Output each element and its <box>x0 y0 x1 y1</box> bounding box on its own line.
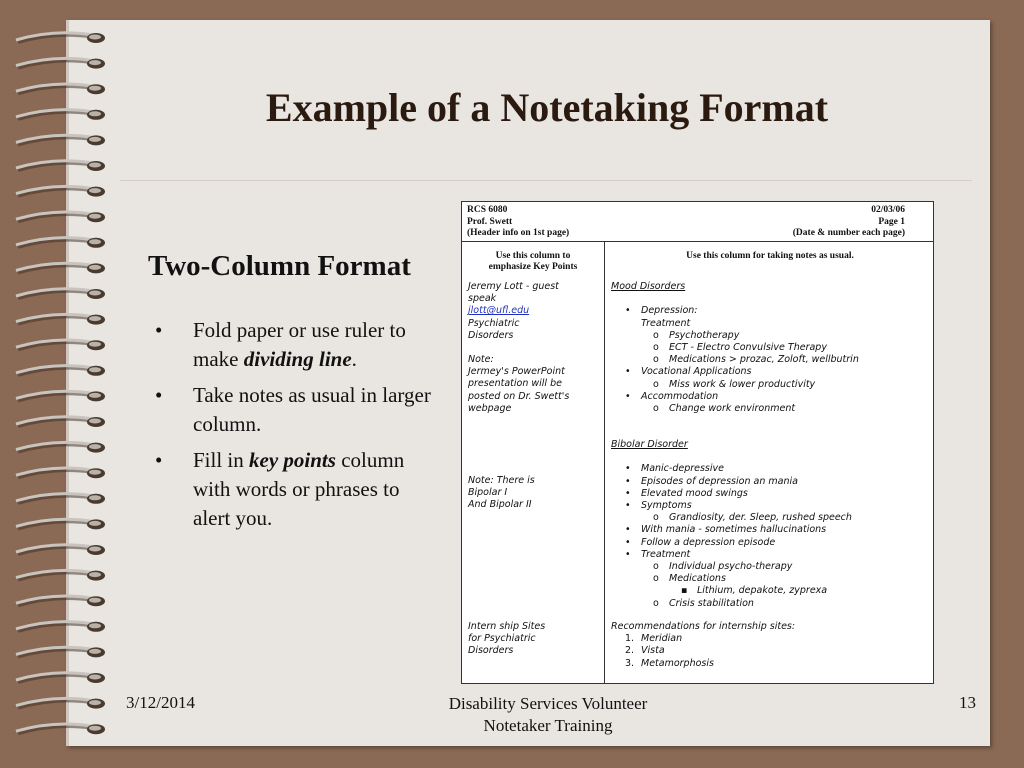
spiral-ring <box>16 570 105 580</box>
bullet-text: column with words or phrases to alert you. <box>193 448 405 530</box>
note-text: Meridian <box>641 633 683 645</box>
bullet-emphasis: dividing line <box>243 347 352 371</box>
sheet-header-right <box>793 205 905 240</box>
note-marker: • <box>625 305 631 317</box>
slide-subtitle: Two-Column Format <box>148 250 411 282</box>
key-point-line: And Bipolar II <box>468 499 532 511</box>
spiral-ring <box>16 494 105 504</box>
note-text: Miss work & lower productivity <box>669 378 816 390</box>
note-marker: • <box>625 487 631 499</box>
note-line <box>611 537 933 549</box>
slide-number: 13 <box>959 693 976 712</box>
key-point-line: presentation will be <box>468 378 562 390</box>
note-line <box>611 463 933 475</box>
footer-title <box>400 693 696 737</box>
bullet-list <box>155 316 440 540</box>
key-points-column-heading <box>462 251 604 273</box>
spiral-ring <box>16 289 105 299</box>
note-marker: o <box>653 342 659 354</box>
note-line <box>611 281 933 293</box>
slide-title: Example of a Notetaking Format <box>265 85 829 130</box>
key-point-line: Disorders <box>468 645 514 657</box>
key-point-line: Psychiatric <box>468 317 520 329</box>
note-text: Bibolar Disorder <box>611 439 688 450</box>
spiral-ring <box>16 417 105 427</box>
note-text: Vocational Applications <box>641 366 752 378</box>
spiral-ring <box>16 238 105 248</box>
note-text: Symptoms <box>641 500 692 512</box>
note-line <box>611 585 933 597</box>
key-point-line: Jeremy Lott - guest <box>468 281 559 292</box>
note-line <box>611 549 933 561</box>
header-right-line: (Date & number each page) <box>792 228 905 238</box>
note-line <box>611 658 933 670</box>
note-line <box>611 318 933 330</box>
spiral-ring <box>16 519 105 529</box>
note-text: Metamorphosis <box>641 657 714 669</box>
note-line <box>611 621 933 633</box>
header-left-line: (Header info on 1st page) <box>467 228 570 238</box>
note-text: Manic-depressive <box>641 463 724 475</box>
note-text: Psychotherapy <box>669 329 740 341</box>
note-line <box>611 500 933 512</box>
spiral-ring <box>16 442 105 452</box>
note-marker: • <box>625 548 631 560</box>
sheet-dividing-line <box>604 241 605 684</box>
note-line <box>611 293 933 305</box>
spiral-ring <box>16 596 105 606</box>
spiral-ring <box>16 161 105 171</box>
spiral-ring <box>16 314 105 324</box>
note-text: Change work environment <box>669 403 796 415</box>
note-line <box>611 305 933 317</box>
note-line <box>611 403 933 415</box>
note-marker: o <box>653 403 659 415</box>
note-text: Accommodation <box>641 390 719 402</box>
spiral-ring <box>16 135 105 145</box>
spiral-ring <box>16 647 105 657</box>
note-line <box>611 366 933 378</box>
note-marker: • <box>625 475 631 487</box>
bullet-dot: • <box>155 318 163 342</box>
key-point-line: Note: <box>468 354 494 365</box>
notes-bipolar-disorder <box>611 439 933 610</box>
spiral-binding <box>0 0 120 768</box>
note-marker: 2. <box>625 645 635 657</box>
key-point-line: speak <box>468 293 497 305</box>
spiral-ring <box>16 58 105 68</box>
notes-internship-recommendations <box>611 621 933 670</box>
note-text: Mood Disorders <box>611 281 686 292</box>
spiral-ring <box>16 724 105 734</box>
footer-date: 3/12/2014 <box>126 693 195 712</box>
bullet-text: Take notes as usual in larger column. <box>193 383 431 436</box>
note-line <box>611 561 933 573</box>
key-point-line: Note: There is <box>468 475 535 486</box>
key-point-line: Intern ship Sites <box>468 621 546 632</box>
note-marker: o <box>653 378 659 390</box>
note-marker: o <box>653 354 659 366</box>
spiral-ring <box>16 340 105 350</box>
header-right-line: 02/03/06 <box>871 205 905 215</box>
left-heading-line: Use this column to <box>495 251 571 261</box>
bullet-item <box>155 446 440 533</box>
note-line <box>611 598 933 610</box>
note-text: Medications <box>669 573 726 585</box>
note-text: Elevated mood swings <box>641 487 748 499</box>
key-point-line: Disorders <box>468 329 514 341</box>
note-text: Follow a depression episode <box>641 536 776 548</box>
note-text: Vista <box>641 645 665 657</box>
spiral-ring <box>16 366 105 376</box>
note-marker: o <box>653 512 659 524</box>
note-marker: • <box>625 500 631 512</box>
note-text: Individual psycho-therapy <box>669 561 793 573</box>
note-marker: • <box>625 536 631 548</box>
note-text: Treatment <box>641 317 691 329</box>
spiral-ring <box>16 263 105 273</box>
spiral-ring <box>16 673 105 683</box>
note-line <box>611 451 933 463</box>
spiral-ring <box>16 468 105 478</box>
sheet-header-left <box>467 205 569 240</box>
note-marker: o <box>653 329 659 341</box>
note-line <box>611 330 933 342</box>
note-marker: ▪ <box>681 585 688 597</box>
spiral-ring <box>16 186 105 196</box>
note-text: Recommendations for internship sites: <box>611 621 796 632</box>
note-line <box>611 645 933 657</box>
note-text: Treatment <box>641 548 691 560</box>
spiral-ring <box>16 545 105 555</box>
key-point-line: for Psychiatric <box>468 633 536 645</box>
note-line <box>611 633 933 645</box>
note-text: Grandiosity, der. Sleep, rushed speech <box>669 512 852 524</box>
bullet-emphasis: key points <box>249 448 336 472</box>
spiral-ring <box>16 698 105 708</box>
title-divider <box>120 180 972 181</box>
note-line <box>611 512 933 524</box>
header-right-line: Page 1 <box>878 216 905 227</box>
spiral-ring <box>16 212 105 222</box>
footer-title-line1: Disability Services Volunteer <box>448 694 648 713</box>
bullet-text: Fold paper or use ruler to make <box>193 318 406 371</box>
note-marker: • <box>625 463 631 475</box>
key-point-line: Bipolar I <box>468 487 508 499</box>
note-marker: • <box>625 390 631 402</box>
key-point-line: posted on Dr. Swett's <box>468 390 570 402</box>
note-marker: o <box>653 597 659 609</box>
spiral-ring <box>16 84 105 94</box>
note-text: Lithium, depakote, zyprexa <box>697 585 828 597</box>
note-line <box>611 573 933 585</box>
spiral-ring <box>16 622 105 632</box>
note-line <box>611 354 933 366</box>
spiral-ring <box>16 110 105 120</box>
header-left-line: Prof. Swett <box>467 216 513 227</box>
note-text: Episodes of depression an mania <box>641 475 798 487</box>
key-point-note-powerpoint <box>468 354 602 415</box>
note-marker: • <box>625 366 631 378</box>
note-line <box>611 379 933 391</box>
note-line <box>611 524 933 536</box>
note-marker: o <box>653 561 659 573</box>
key-point-bipolar-note <box>468 475 602 512</box>
key-point-guest-speaker <box>468 281 602 342</box>
notes-mood-disorders <box>611 281 933 415</box>
notes-column-heading: Use this column for taking notes as usual. <box>686 251 854 261</box>
note-marker: 1. <box>625 633 635 645</box>
key-point-internship-sites <box>468 621 602 658</box>
bullet-item <box>155 381 440 439</box>
note-marker: o <box>653 573 659 585</box>
left-heading-line: emphasize Key Points <box>488 262 578 272</box>
bullet-dot: • <box>155 383 163 407</box>
note-text: With mania - sometimes hallucinations <box>641 524 827 536</box>
note-text: Depression: <box>641 305 698 317</box>
note-line <box>611 439 933 451</box>
spiral-ring <box>16 391 105 401</box>
note-text: ECT - Electro Convulsive Therapy <box>669 342 827 354</box>
note-text: Medications > prozac, Zoloft, wellbutrin <box>669 354 859 366</box>
email-link[interactable]: jlott@ufl.edu <box>468 305 530 317</box>
note-marker: 3. <box>625 657 635 669</box>
key-point-line: Jermey's PowerPoint <box>468 366 565 378</box>
bullet-item <box>155 316 440 374</box>
note-text: Crisis stabilitation <box>669 597 754 609</box>
bullet-text: Fill in <box>193 448 250 472</box>
bullet-dot: • <box>155 448 163 472</box>
header-left-line: RCS 6080 <box>467 205 508 215</box>
spiral-ring <box>16 33 105 43</box>
note-line <box>611 342 933 354</box>
bullet-text: . <box>351 347 357 371</box>
note-marker: • <box>625 524 631 536</box>
notes-sheet <box>461 201 934 684</box>
note-line <box>611 488 933 500</box>
sheet-header-divider <box>462 241 933 242</box>
note-line <box>611 476 933 488</box>
footer-title-line2: Notetaker Training <box>483 716 613 735</box>
key-point-line: webpage <box>468 402 512 414</box>
note-line <box>611 391 933 403</box>
